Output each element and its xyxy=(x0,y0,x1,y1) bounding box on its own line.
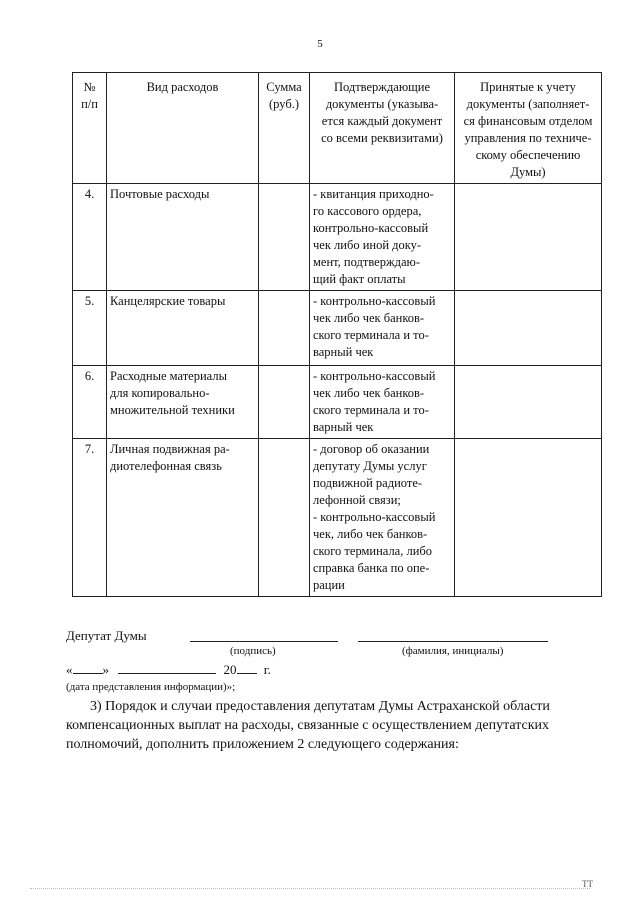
row-expense-type: Канцелярские товары xyxy=(107,291,259,366)
signature-line xyxy=(190,641,338,642)
expenses-table xyxy=(72,72,602,597)
table-row xyxy=(73,291,602,366)
header-sum: Сумма (руб.) xyxy=(259,73,310,184)
row-supporting-docs: - квитанция приходно- го кассового ордера, контрольно-кассовый чек либо иной доку- мент, подтверждаю- щий факт оплаты xyxy=(310,184,455,291)
row-sum xyxy=(259,184,310,291)
row-supporting-docs: - контрольно-кассовый чек либо чек банков- ского терминала и то- варный чек xyxy=(310,366,455,439)
amendment-paragraph xyxy=(66,697,574,754)
row-supporting-docs: - договор об оказании депутату Думы услуг подвижной радиоте- лефонной связи; - контрольно-кассовый чек, либо чек банков- ского терминала, либо справка банка по опе- рации xyxy=(310,439,455,597)
deputy-label: Депутат Думы xyxy=(66,628,147,643)
header-expense-type: Вид расходов xyxy=(107,73,259,184)
table-row xyxy=(73,439,602,597)
row-number: 6. xyxy=(73,366,107,439)
row-number: 5. xyxy=(73,291,107,366)
row-accepted-docs xyxy=(455,366,602,439)
page-number: 5 xyxy=(317,38,323,50)
table-row xyxy=(73,366,602,439)
name-caption: (фамилия, инициалы) xyxy=(402,645,504,657)
table-row xyxy=(73,184,602,291)
name-line xyxy=(358,641,548,642)
date-field: « » 20 г. xyxy=(66,662,271,677)
row-accepted-docs xyxy=(455,184,602,291)
footer-mark: ТТ xyxy=(582,879,593,889)
date-caption: (дата представления информации)»; xyxy=(66,681,236,693)
paragraph-line: полномочий, дополнить приложением 2 следующего содержания: xyxy=(66,737,459,752)
paragraph-line: 3) Порядок и случаи предоставления депутатам Думы Астраханской области xyxy=(90,699,550,714)
footer-divider xyxy=(30,888,590,889)
header-number: № п/п xyxy=(73,73,107,184)
row-sum xyxy=(259,366,310,439)
row-accepted-docs xyxy=(455,439,602,597)
header-supporting-docs: Подтверждающие документы (указыва- ется каждый документ со всеми реквизитами) xyxy=(310,73,455,184)
row-sum xyxy=(259,291,310,366)
row-sum xyxy=(259,439,310,597)
row-accepted-docs xyxy=(455,291,602,366)
header-accepted-docs: Принятые к учету документы (заполняет- ся финансовым отделом управления по техниче- скому обеспечению Думы) xyxy=(455,73,602,184)
row-number: 4. xyxy=(73,184,107,291)
row-expense-type: Расходные материалы для копировально- множительной техники xyxy=(107,366,259,439)
row-number: 7. xyxy=(73,439,107,597)
table-header-row xyxy=(73,73,602,184)
row-expense-type: Личная подвижная ра- диотелефонная связь xyxy=(107,439,259,597)
paragraph-line: компенсационных выплат на расходы, связанные с осуществлением депутатских xyxy=(66,718,550,733)
signature-caption: (подпись) xyxy=(230,645,276,657)
row-supporting-docs: - контрольно-кассовый чек либо чек банков- ского терминала и то- варный чек xyxy=(310,291,455,366)
row-expense-type: Почтовые расходы xyxy=(107,184,259,291)
